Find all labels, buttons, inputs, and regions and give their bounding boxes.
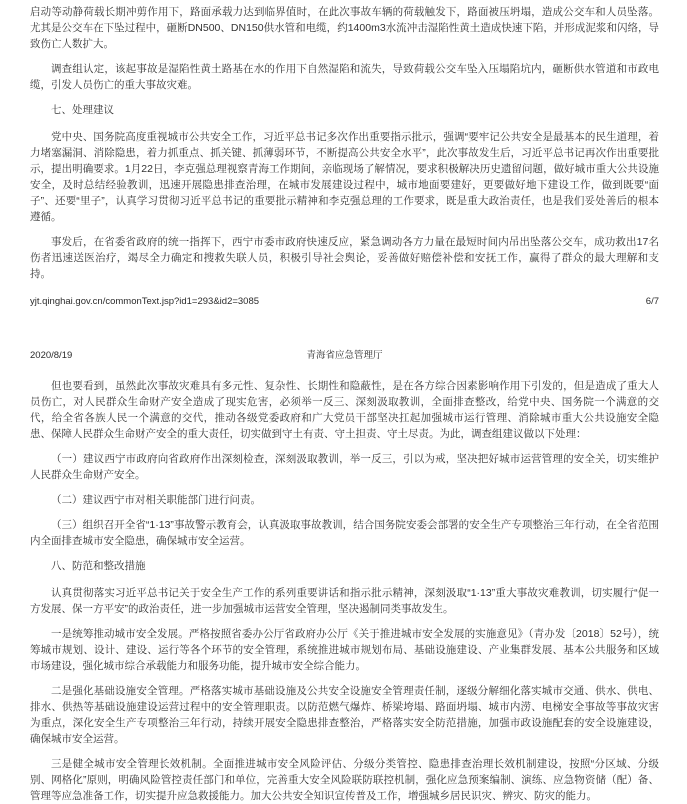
paragraph-overview: 但也要看到，虽然此次事故灾难具有多元性、复杂性、长期性和隐蔽性，是在各方综合因素影响作用下引发的，但是造成了重大人员伤亡，对人民群众生命财产安全造成了现实危害，必须举一反三、深刻汲取教训，全面排查整改，给党中央、国务院一个满意的交代，给全省各族人民一个满意的交代，推动各级党委政府和广大党员干部坚决扛起加强城市运行管理、消除城市重大公共设施安全隐患、保障人民群众生命财产安全的重大责任，切实做到守土有责、守土担责、守土尽责。为此，调查组建议做以下处理： (30, 380, 659, 440)
paragraph-measure-3: 三是健全城市安全管理长效机制。全面推进城市安全风险评估、分级分类管控、隐患排查治理长效机制建设，按照“分区域、分级别、网格化”原则，明确风险管控责任部门和单位，完善重大安全风险联防联控机制，强化应急预案编制、演练、应急物资储（配）备、管理等应急准备工作，切实提升应急救援能力。加大公共安全知识宣传普及工作，增强城乡居民识灾、辨灾、防灾的能力。 (30, 758, 659, 802)
section-heading-8: 八、防范和整改措施 (51, 560, 146, 572)
section-heading-7: 七、处理建议 (51, 104, 114, 116)
paragraph-aftermath-response: 事发后，在省委省政府的统一指挥下，西宁市委市政府快速反应，紧急调动各方力量在最短时间内吊出坠落公交车，成功救出17名伤者迅速送医治疗，竭尽全力确定和搜救失联人员，积极引导社会舆论，妥善做好赔偿补偿和安抚工作，赢得了群众的最大理解和支持。 (30, 236, 659, 280)
document-page-1 (30, 4, 659, 310)
document-page-2 (30, 348, 659, 804)
paragraph-investigation-conclusion: 调查组认定，该起事故是湿陷性黄土路基在水的作用下自然湿陷和流失，导致荷载公交车坠入压塌陷坑内，砸断供水管道和市政电缆，引发人员伤亡的重大事故灾难。 (30, 63, 659, 91)
list-item-recommendation-2: （二）建议西宁市对相关职能部门进行问责。 (51, 494, 261, 506)
header-site-title: 青海省应急管理厅 (306, 350, 383, 361)
page-number: 6/7 (645, 296, 659, 307)
footer-url: yjt.qinghai.gov.cn/commonText.jsp?id1=293&id2=3085 (30, 296, 260, 307)
paragraph-measure-1: 一是统筹推动城市安全发展。严格按照省委办公厅省政府办公厅《关于推进城市安全发展的实施意见》（青办发〔2018〕52号），统筹城市规划、设计、建设、运行等各个环节的安全管理，系统推进城市规划布局、基础设施建设、产业集群发展、基本公共服务和区域市场建设，强化城市综合承载能力和服务功能，提升城市安全综合能力。 (30, 628, 659, 672)
paragraph-cause-continuation: 启动等动静荷载长期冲剪作用下，路面承载力达到临界值时，在此次事故车辆的荷载触发下，路面被压坍塌，造成公交车和人员坠落。尤其是公交车在下坠过程中，砸断DN500、DN150供水管和电缆，约1400m3水流冲击湿陷性黄土造成快速下陷，并形成泥浆和闪络，导致伤亡人数扩大。 (30, 6, 659, 50)
page-footer (30, 294, 659, 310)
paragraph-central-requirements: 党中央、国务院高度重视城市公共安全工作，习近平总书记多次作出重要指示批示，强调“要牢记公共安全是最基本的民生道理，着力堵塞漏洞、消除隐患，着力抓重点、抓关键、抓薄弱环节，不断提高公共安全水平”，此次事故发生后，习近平总书记再次作出重要批示，提出明确要求。1月22日，李克强总理视察青海工作期间，亲临现场了解情况，要求积极解决历史遗留问题，做好城市重大公共设施安全，及时总结经验教训，迅速开展隐患排查治理，在城市发展建设过程中，城市地面要建好，更要做好地下建设工作，做到既要“面子”、还要“里子”，认真学习贯彻习近平总书记的重要批示精神和李克强总理的工作要求，既是重大政治责任，也是我们妥处善后的根本遵循。 (30, 131, 659, 223)
paragraph-implementation: 认真贯彻落实习近平总书记关于安全生产工作的系列重要讲话和指示批示精神，深刻汲取“1·13”重大事故灾难教训，切实履行“促一方发展、保一方平安”的政治责任，进一步加强城市运营安全管理，坚决遏制同类事故发生。 (30, 587, 659, 615)
list-item-recommendation-3: （三）组织召开全省“1·13”事故警示教育会，认真汲取事故教训，结合国务院安委会部署的安全生产专项整治三年行动，在全省范围内全面排查城市安全隐患，确保城市安全运营。 (30, 519, 659, 547)
page-header (30, 348, 659, 364)
list-item-recommendation-1: （一）建议西宁市政府向省政府作出深刻检查，深刻汲取教训，举一反三，引以为戒，坚决把好城市运营管理的安全关，切实维护人民群众生命财产安全。 (30, 453, 659, 481)
header-date: 2020/8/19 (30, 350, 73, 361)
paragraph-measure-2: 二是强化基础设施安全管理。严格落实城市基础设施及公共安全设施安全管理责任制，逐级分解细化落实城市交通、供水、供电、排水、供热等基础设施建设运营过程中的安全管理职责。以防范燃气爆炸、桥梁垮塌、路面坍塌、城市内涝、电梯安全事故等事故灾害为重点，深化安全生产专项整治三年行动，持续开展安全隐患排查整治，严格落实安全防范措施，加强市政设施配套的安全设施建设，确保城市安全运营。 (30, 685, 659, 745)
